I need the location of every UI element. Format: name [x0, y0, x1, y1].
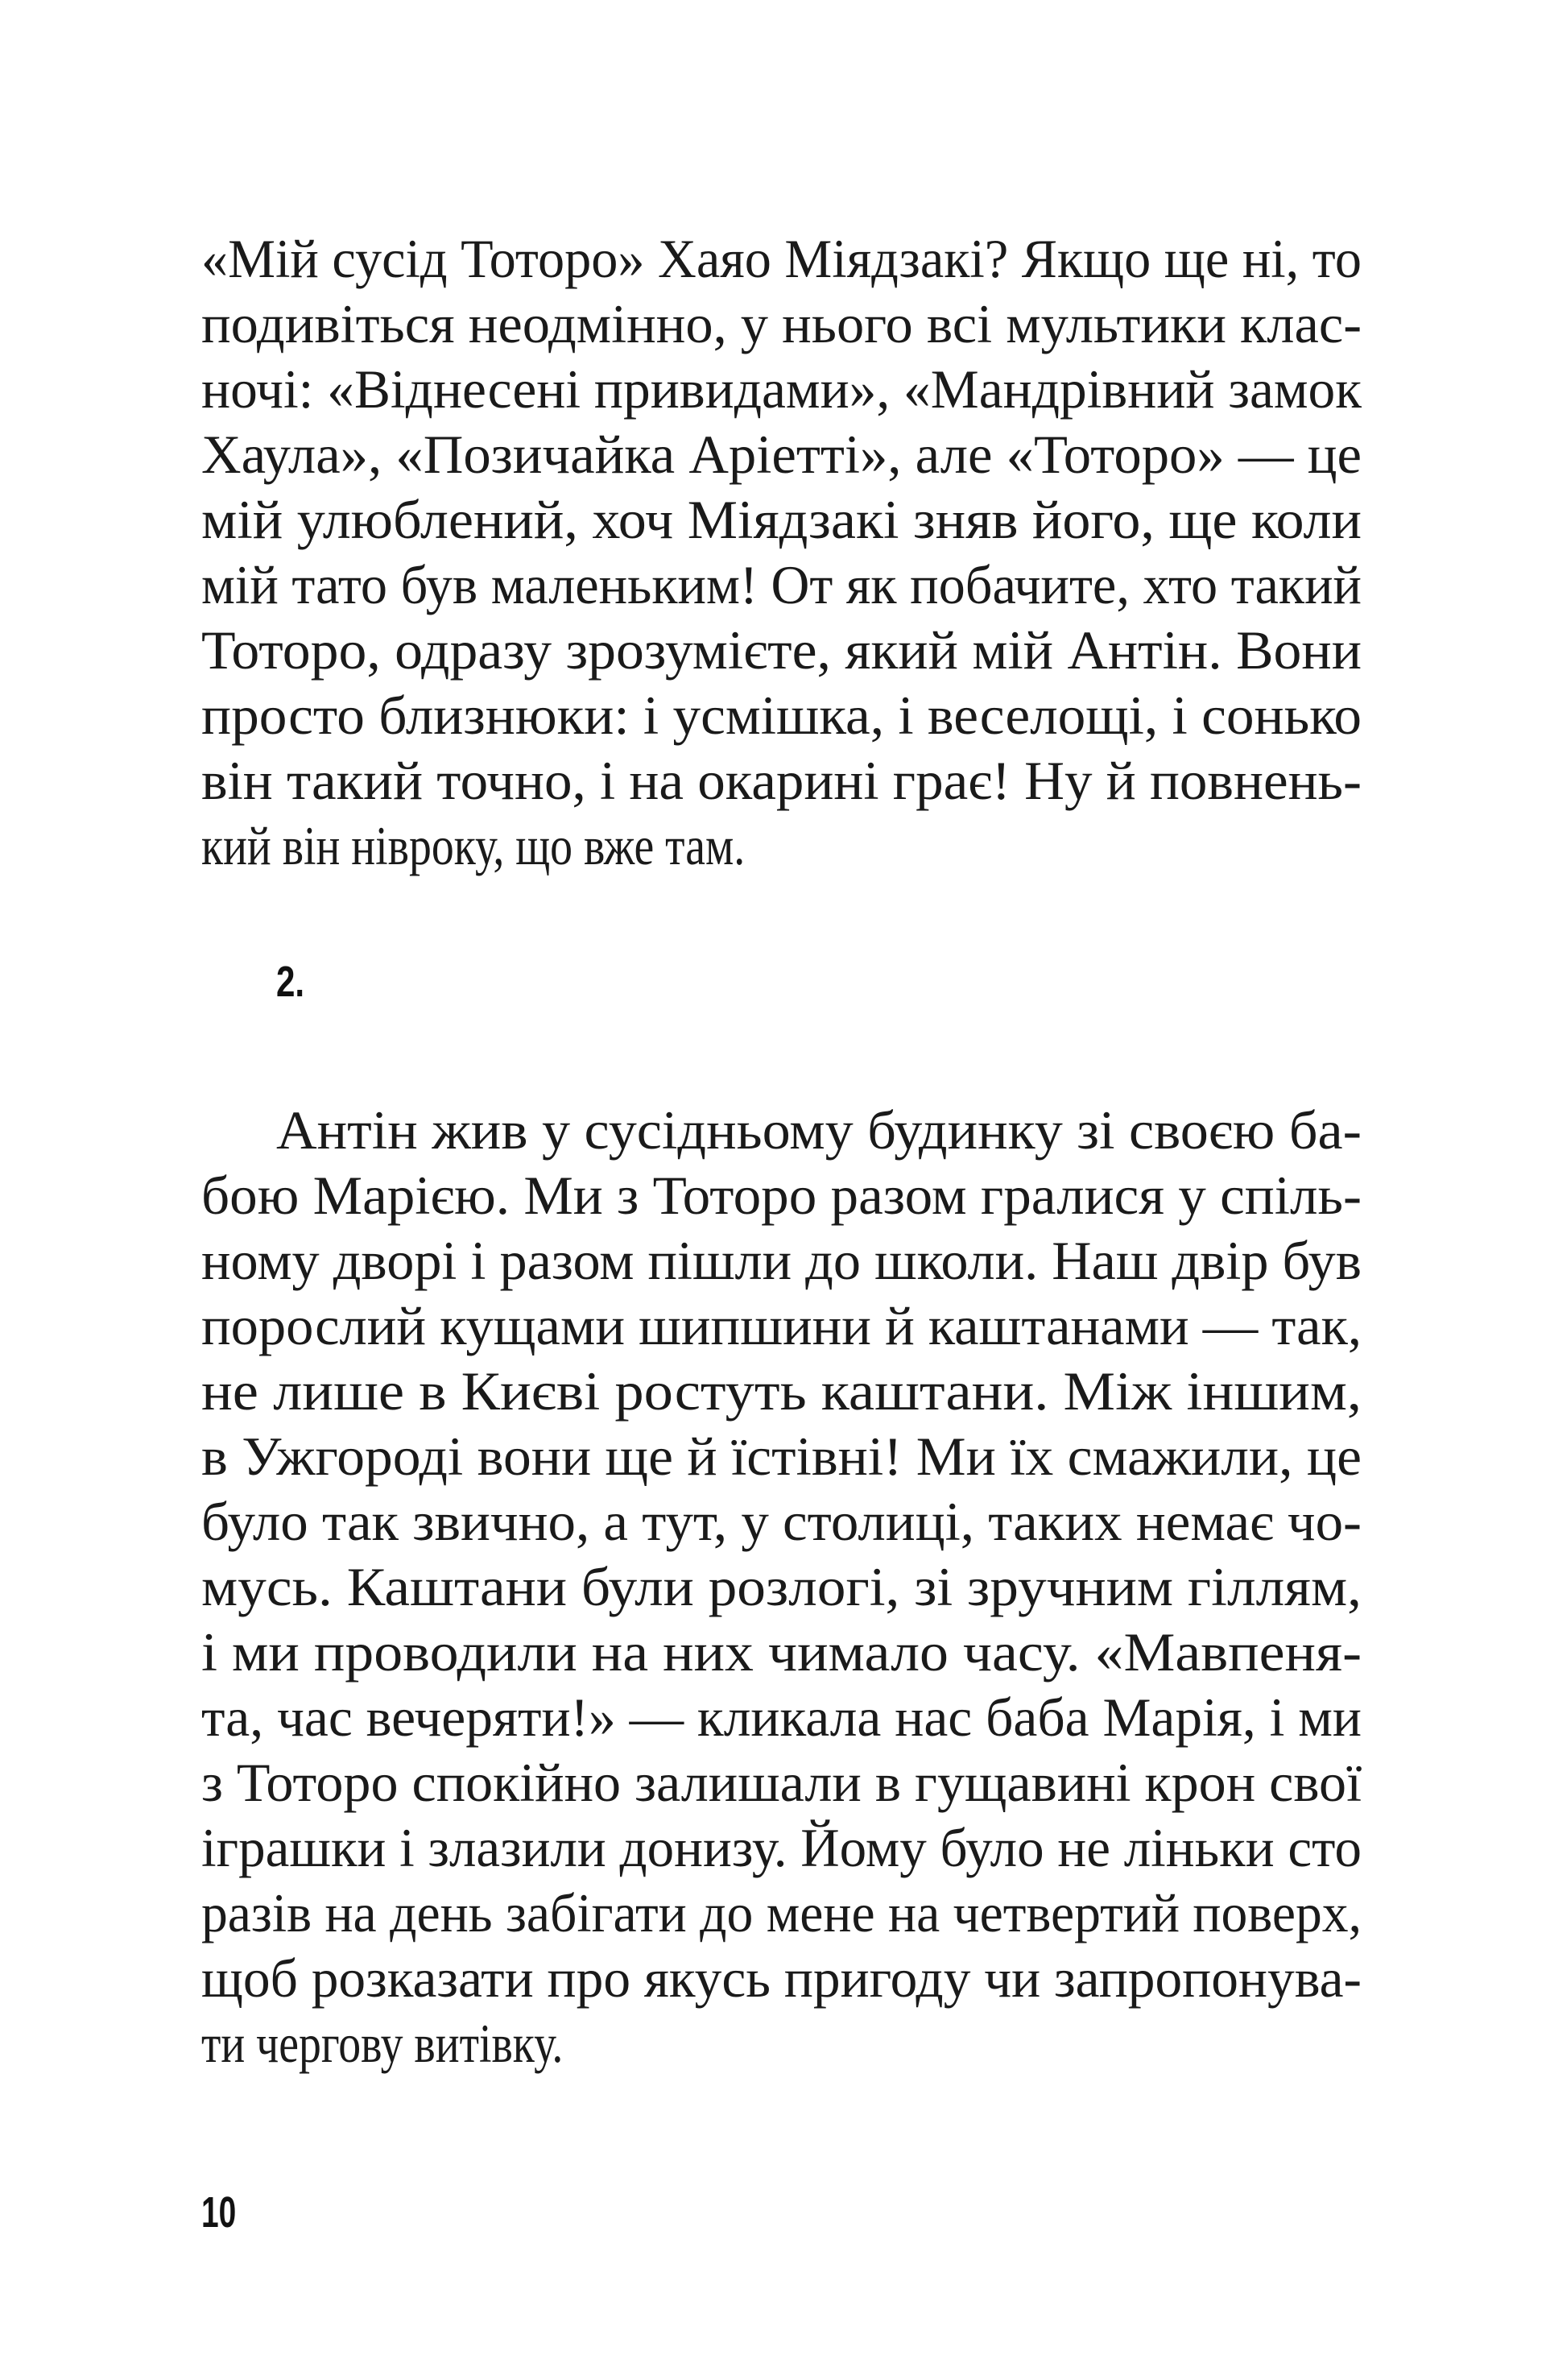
- text-line: [201, 1620, 1362, 1685]
- text-line: [201, 1228, 1362, 1293]
- text-line-content: ночі: «Віднесені привидами», «Мандрівний замок: [201, 358, 1362, 420]
- text-line-content: не лише в Києві ростуть каштани. Між іншим,: [201, 1360, 1362, 1422]
- text-line: [201, 683, 1362, 748]
- text-line: [201, 1098, 1362, 1163]
- text-line-content: ти чергову витівку.: [201, 2013, 564, 2074]
- text-line: [201, 1163, 1362, 1228]
- paragraph-1: [201, 226, 1362, 879]
- text-line-content: і ми проводили на них чимало часу. «Мавпеня-: [201, 1621, 1362, 1683]
- text-line-content: в Ужгороді вони ще й їстівні! Ми їх смажили, це: [201, 1426, 1362, 1487]
- text-line: [201, 2011, 1362, 2076]
- text-line-content: просто близнюки: і усмішка, і веселощі, і сонько: [201, 685, 1362, 746]
- text-line: [201, 292, 1362, 357]
- text-line-content: ному дворі і разом пішли до школи. Наш двір був: [201, 1230, 1362, 1291]
- text-line: [201, 1685, 1362, 1750]
- text-line-content: мій тато був маленьким! От як побачите, хто такий: [201, 554, 1362, 615]
- text-line: [201, 487, 1362, 553]
- text-line-content: мусь. Каштани були розлогі, зі зручним гіллям,: [201, 1556, 1362, 1617]
- text-line: [201, 748, 1362, 813]
- text-line-content: Тоторо, одразу зрозумієте, який мій Антін. Вони: [201, 619, 1362, 681]
- page-number: 10: [201, 2188, 237, 2237]
- text-line-content: «Мій сусід Тоторо» Хаяо Міядзакі? Якщо ще ні, то: [201, 228, 1362, 289]
- text-line: [201, 1293, 1362, 1359]
- text-line-content: разів на день забігати до мене на четвертий поверх,: [201, 1882, 1362, 1943]
- text-line-content: іграшки і злазили донизу. Йому було не ліньки сто: [201, 1817, 1362, 1878]
- section-heading: 2.: [276, 958, 305, 1006]
- text-line-content: бою Марією. Ми з Тоторо разом гралися у спіль-: [201, 1165, 1362, 1226]
- text-line: [201, 1359, 1362, 1424]
- text-line: [201, 1881, 1362, 1946]
- text-line-content: Хаула», «Позичайка Аріетті», але «Тоторо» — це: [201, 424, 1362, 485]
- text-line-content: кий він нівроку, що вже там.: [201, 815, 746, 876]
- text-line-content: та, час вечеряти!» — кликала нас баба Марія, і ми: [201, 1687, 1362, 1748]
- text-line-content: щоб розказати про якусь пригоду чи запропонува-: [201, 1947, 1362, 2009]
- text-line-content: Антін жив у сусідньому будинку зі своєю ба-: [276, 1099, 1362, 1161]
- text-line: [201, 422, 1362, 487]
- text-line: [201, 1554, 1362, 1620]
- text-line: [201, 1750, 1362, 1815]
- text-line: [201, 813, 1362, 879]
- text-line-content: він такий точно, і на окарині грає! Ну й повнень-: [201, 750, 1362, 811]
- text-line: [201, 226, 1362, 292]
- text-line-content: було так звично, а тут, у столиці, таких немає чо-: [201, 1491, 1362, 1552]
- text-line: [201, 1815, 1362, 1881]
- text-line: [201, 618, 1362, 683]
- text-line: [201, 553, 1362, 618]
- text-line-content: мій улюблений, хоч Міядзакі зняв його, ще коли: [201, 489, 1362, 550]
- text-line: [201, 1946, 1362, 2011]
- text-line: [201, 357, 1362, 422]
- text-line-content: подивіться неодмінно, у нього всі мультики клас-: [201, 293, 1362, 354]
- text-line: [201, 1424, 1362, 1489]
- paragraph-2: [201, 1098, 1362, 2076]
- text-line-content: порослий кущами шипшини й каштанами — так,: [201, 1295, 1362, 1356]
- text-line-content: з Тоторо спокійно залишали в гущавині крон свої: [201, 1752, 1362, 1813]
- text-line: [201, 1489, 1362, 1554]
